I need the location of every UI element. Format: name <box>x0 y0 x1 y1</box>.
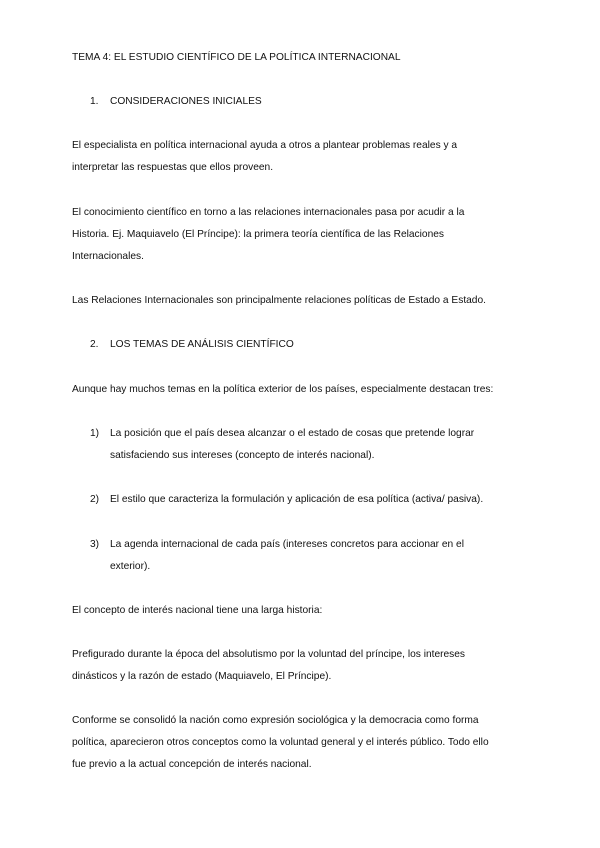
list-item-3-line-2: exterior). <box>110 561 151 572</box>
list-item-3-line-1: La agenda internacional de cada país (intereses concretos para accionar en el <box>110 539 464 550</box>
paragraph-1-line-1: El especialista en política internacional ayuda a otros a plantear problemas reales y a <box>72 140 458 151</box>
paragraph-6-line-1: Prefigurado durante la época del absolutismo por la voluntad del príncipe, los intereses <box>72 649 466 660</box>
list-item-3-number: 3) <box>90 539 100 550</box>
paragraph-7-line-2: política, aparecieron otros conceptos como la voluntad general y el interés público. Todo ello <box>72 737 489 748</box>
paragraph-2-line-1: El conocimiento científico en torno a las relaciones internacionales pasa por acudir a la <box>72 207 465 218</box>
paragraph-2-line-2: Historia. Ej. Maquiavelo (El Príncipe): la primera teoría científica de las Relaciones <box>72 229 445 240</box>
document-title: TEMA 4: EL ESTUDIO CIENTÍFICO DE LA POLÍTICA INTERNACIONAL <box>72 52 401 63</box>
section-2-number: 2. <box>90 339 99 350</box>
paragraph-2-line-3: Internacionales. <box>72 251 144 262</box>
section-2-heading: LOS TEMAS DE ANÁLISIS CIENTÍFICO <box>110 339 294 350</box>
list-item-1-line-1: La posición que el país desea alcanzar o el estado de cosas que pretende lograr <box>110 428 475 439</box>
list-item-2-line-1: El estilo que caracteriza la formulación y aplicación de esa política (activa/ pasiva). <box>110 494 484 505</box>
paragraph-4-line-1: Aunque hay muchos temas en la política exterior de los países, especialmente destacan tres: <box>72 384 494 395</box>
paragraph-5-line-1: El concepto de interés nacional tiene una larga historia: <box>72 605 323 616</box>
paragraph-7-line-3: fue previo a la actual concepción de interés nacional. <box>72 759 312 770</box>
paragraph-7-line-1: Conforme se consolidó la nación como expresión sociológica y la democracia como forma <box>72 715 479 726</box>
paragraph-1-line-2: interpretar las respuestas que ellos proveen. <box>72 162 274 173</box>
list-item-1-line-2: satisfaciendo sus intereses (concepto de interés nacional). <box>110 450 375 461</box>
list-item-1-number: 1) <box>90 428 100 439</box>
paragraph-3-line-1: Las Relaciones Internacionales son principalmente relaciones políticas de Estado a Estado. <box>72 295 486 306</box>
paragraph-6-line-2: dinásticos y la razón de estado (Maquiavelo, El Príncipe). <box>72 671 332 682</box>
list-item-2-number: 2) <box>90 494 100 505</box>
section-1-number: 1. <box>90 96 99 107</box>
section-1-heading: CONSIDERACIONES INICIALES <box>110 96 262 107</box>
